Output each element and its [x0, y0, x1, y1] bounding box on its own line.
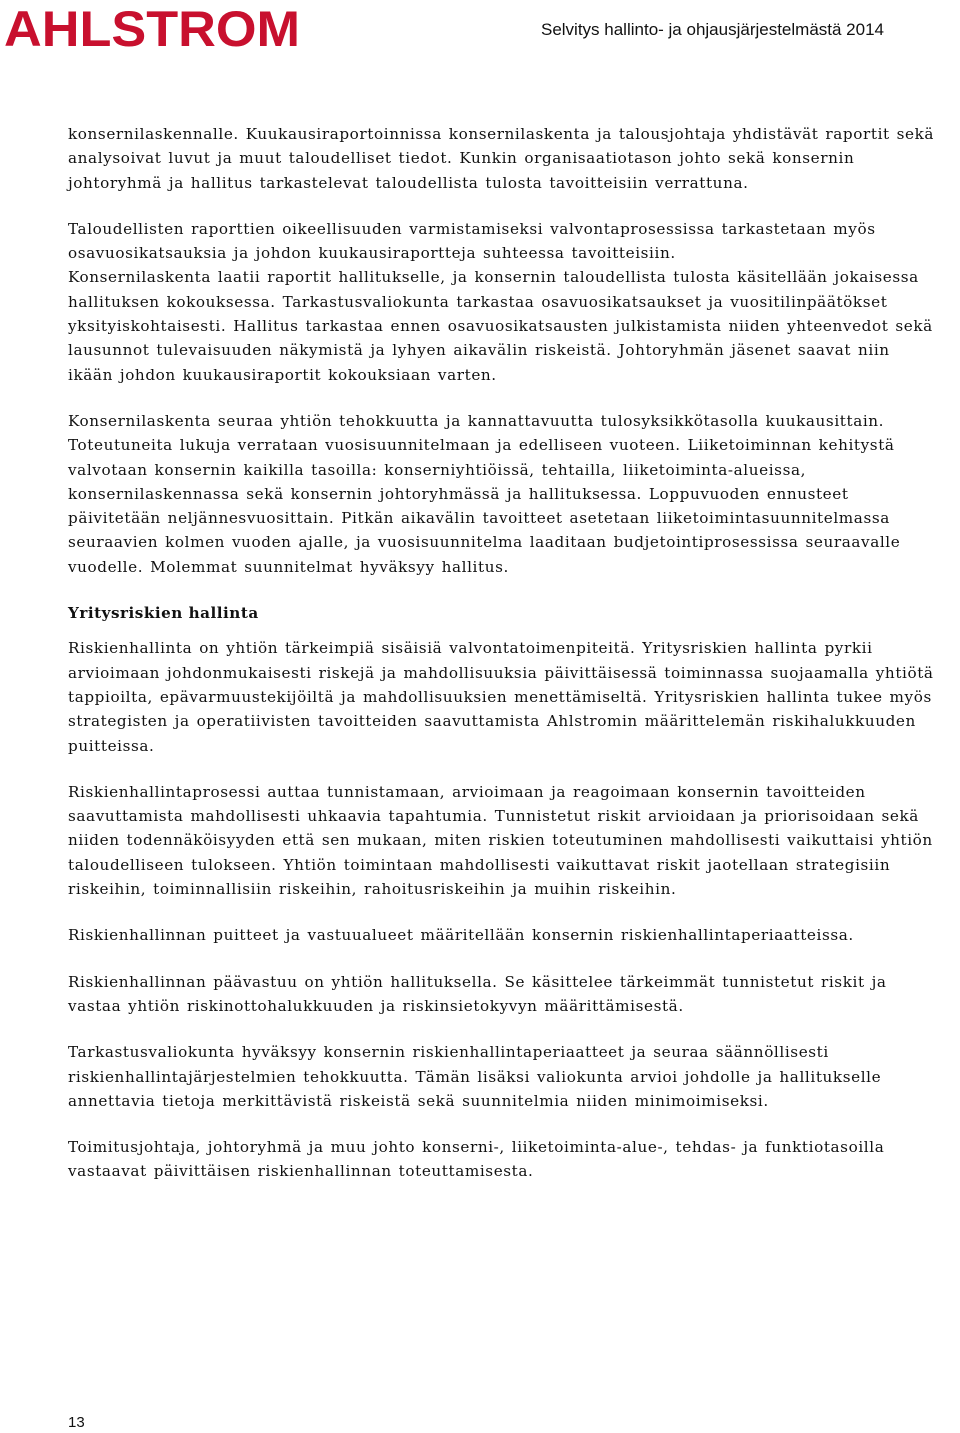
paragraph-audit-committee: Tarkastusvaliokunta hyväksyy konsernin riskienhallintaperiaatteet ja seuraa säännöllisesti riskienhallintajärjestelmien tehokkuutta. Tämän lisäksi valiokunta arvioi johdolle ja hallitukselle annettavia tietoja merkittävistä riskeistä sekä suunnitelmia niiden minimoimiseksi. [68, 1043, 882, 1110]
document-title: Selvitys hallinto- ja ohjausjärjestelmästä 2014 [540, 20, 884, 39]
paragraph-performance-monitoring: Konsernilaskenta seuraa yhtiön tehokkuutta ja kannattavuutta tulosyksikkötasolla kuukausittain. Toteutuneita lukuja verrataan vuosisuunnitelmaan ja edelliseen vuoteen. Liiketoiminnan kehitystä valvotaan konsernin kaikilla tasoilla: konserniyhtiöissä, tehtailla, liiketoiminta-alueissa, konsernilaskennassa sekä konsernin johtoryhmässä ja hallituksessa. Loppuvuoden ennusteet päivitetään neljännesvuosittain. Pitkän aikavälin tavoitteet asetetaan liiketoimintasuunnitelmassa seuraavien kolmen vuoden ajalle, ja vuosisuunnitelma laaditaan budjetointiprosessissa seuraavalle vuodelle. Molemmat suunnitelmat hyväksyy hallitus. [68, 411, 901, 576]
svg-text:AHLSTROM: AHLSTROM [4, 2, 300, 52]
page-content [68, 122, 936, 1206]
paragraph-daily-risk-management: Toimitusjohtaja, johtoryhmä ja muu johto konserni-, liiketoiminta-alue-, tehdas- ja funktiotasoilla vastaavat päivittäisen riskienhallinnan toteuttamisesta. [68, 1138, 885, 1181]
paragraph-financial-reporting: konsernilaskennalle. Kuukausiraportoinnissa konsernilaskenta ja talousjohtaja yhdistävät raportit sekä analysoivat luvut ja muut taloudelliset tiedot. Kunkin organisaatiotason johto sekä konsernin johtoryhmä ja hallitus tarkastelevat taloudellista tulosta tavoitteisiin verrattuna. [68, 125, 935, 192]
paragraph-risk-process: Riskienhallintaprosessi auttaa tunnistamaan, arvioimaan ja reagoimaan konsernin tavoitteiden saavuttamista mahdollisesti uhkaavia tapahtumia. Tunnistetut riskit arvioidaan ja priorisoidaan sekä niiden todennäköisyyden että sen mukaan, miten riskien toteutuminen mahdollisesti vaikuttaisi yhtiön taloudelliseen tulokseen. Yhtiön toimintaan mahdollisesti vaikuttavat riskit jaotellaan strategisiin riskeihin, toiminnallisiin riskeihin, rahoitusriskeihin ja muihin riskeihin. [68, 782, 933, 899]
paragraph-risk-management-intro: Riskienhallinta on yhtiön tärkeimpiä sisäisiä valvontatoimenpiteitä. Yritysriskien hallinta pyrkii arvioimaan johdonmukaisesti riskejä ja mahdollisuuksia päivittäisessä toiminnassa suojaamalla yhtiötä tappioilta, epävarmuustekijöiltä ja mahdollisuuksien menettämiseltä. Yritysriskien hallinta tukee myös strategisten ja operatiivisten tavoitteiden saavuttamista Ahlstromin määrittelemän riskihalukkuuden puitteissa. [68, 639, 934, 755]
paragraph-board-reports: Konsernilaskenta laatii raportit hallitukselle, ja konsernin taloudellista tulosta käsitellään jokaisessa hallituksen kokouksessa. Tarkastusvaliokunta tarkastaa osavuosikatsaukset ja vuositilinpäätökset yksityiskohtaisesti. Hallitus tarkastaa ennen osavuosikatsausten julkistamista niiden yhteenvedot sekä lausunnot tulevaisuuden näkymistä ja lyhyen aikavälin riskeistä. Johtoryhmän jäsenet saavat niin ikään johdon kuukausiraportit kokouksiaan varten. [68, 268, 933, 384]
paragraph-report-accuracy: Taloudellisten raporttien oikeellisuuden varmistamiseksi valvontaprosessissa tarkastetaan myös osavuosikatsauksia ja johdon kuukausiraportteja suhteessa tavoitteisiin. [68, 219, 876, 263]
paragraph-risk-framework: Riskienhallinnan puitteet ja vastuualueet määritellään konsernin riskienhallintaperiaatteissa. [68, 926, 854, 945]
ahlstrom-logo [4, 2, 304, 52]
paragraph-board-responsibility: Riskienhallinnan päävastuu on yhtiön hallituksella. Se käsittelee tärkeimmät tunnistetut riskit ja vastaa yhtiön riskinottohalukkuuden ja riskinsietokyvyn määrittämisestä. [68, 972, 887, 1015]
page-header [0, 0, 960, 60]
page-number: 13 [68, 1414, 85, 1431]
section-heading-risk-management: Yritysriskien hallinta [68, 604, 259, 623]
